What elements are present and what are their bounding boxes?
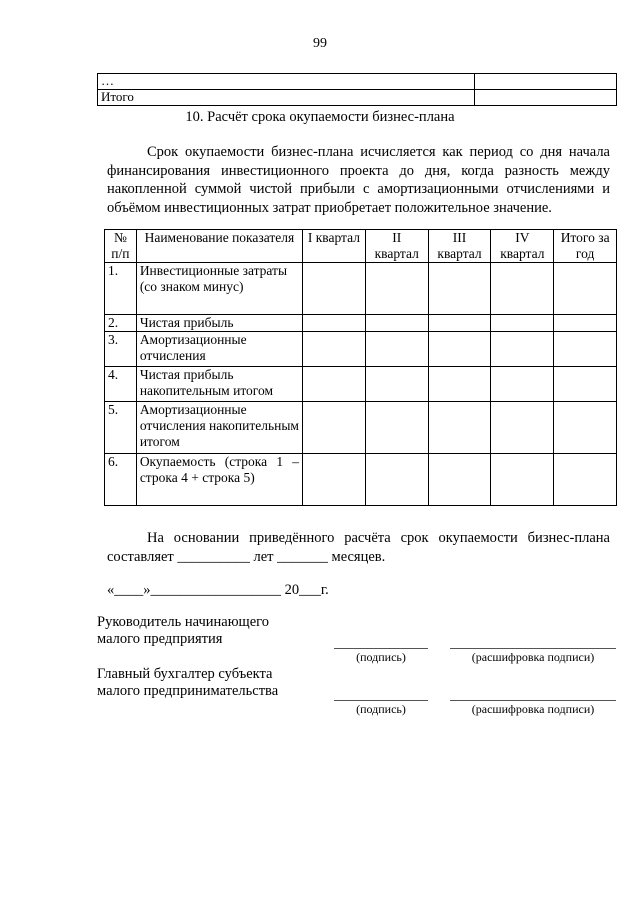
header-name: Наименование показателя: [136, 230, 302, 263]
table-cell: [303, 332, 366, 367]
table-cell: [365, 263, 428, 315]
table-cell: [428, 454, 491, 506]
table-cell: [554, 332, 617, 367]
row-name: Амортизационные отчисления накопительным итогом: [136, 402, 302, 454]
header-num: № п/п: [105, 230, 137, 263]
intro-paragraph: Срок окупаемости бизнес-плана исчисляется как период со дня начала финансирования инвестиционного проекта до дня, когда разность между накопленной суммой чистой прибыли с амортизационными отчислениями и объёмом инвестиционных затрат приобретает положительное значение.: [107, 144, 610, 216]
table-cell: [554, 402, 617, 454]
row-num: 3.: [105, 332, 137, 367]
table-row: [98, 90, 617, 106]
previous-table-fragment: [97, 73, 617, 106]
table-cell: …: [98, 74, 475, 90]
table-cell: [491, 367, 554, 402]
decode-line: [450, 648, 616, 649]
row-num: 1.: [105, 263, 137, 315]
payback-table: [104, 229, 617, 506]
table-cell: [554, 367, 617, 402]
table-cell: [303, 454, 366, 506]
decode-caption: (расшифровка подписи): [471, 702, 595, 716]
signature-caption: (подпись): [356, 650, 406, 664]
row-name: Амортизационные отчисления: [136, 332, 302, 367]
row-num: 5.: [105, 402, 137, 454]
table-cell: [303, 263, 366, 315]
section-title: 10. Расчёт срока окупаемости бизнес-плана: [185, 109, 455, 125]
decode-line: [450, 700, 616, 701]
table-cell: [365, 332, 428, 367]
table-cell: [365, 454, 428, 506]
table-row: [105, 315, 617, 332]
table-row: [105, 367, 617, 402]
table-row: [105, 402, 617, 454]
table-cell: [475, 90, 617, 106]
table-cell: [554, 454, 617, 506]
table-cell: [428, 315, 491, 332]
table-cell: [554, 315, 617, 332]
header-total: Итого за год: [554, 230, 617, 263]
row-num: 2.: [105, 315, 137, 332]
row-name: Чистая прибыль накопительным итогом: [136, 367, 302, 402]
table-cell: [365, 402, 428, 454]
row-num: 6.: [105, 454, 137, 506]
table-cell: Итого: [98, 90, 475, 106]
row-name: Инвестиционные затраты (со знаком минус): [136, 263, 302, 315]
table-cell: [428, 332, 491, 367]
table-row: [105, 454, 617, 506]
table-cell: [428, 367, 491, 402]
table-cell: [365, 367, 428, 402]
table-row: [105, 263, 617, 315]
signature-role-accountant: Главный бухгалтер субъекта малого предпринимательства: [97, 666, 279, 699]
table-cell: [475, 74, 617, 90]
row-name: Окупаемость (строка 1 – строка 4 + строка 5): [136, 454, 302, 506]
table-cell: [491, 263, 554, 315]
signature-role-director: Руководитель начинающего малого предприятия: [97, 614, 269, 647]
table-row: [98, 74, 617, 90]
signature-caption: (подпись): [356, 702, 406, 716]
conclusion-paragraph: На основании приведённого расчёта срок окупаемости бизнес-плана составляет __________ лет _______ месяцев.: [107, 530, 610, 565]
row-num: 4.: [105, 367, 137, 402]
signature-line: [334, 700, 428, 701]
table-cell: [491, 332, 554, 367]
table-cell: [303, 315, 366, 332]
table-cell: [303, 367, 366, 402]
table-cell: [428, 402, 491, 454]
header-q4: IV квартал: [491, 230, 554, 263]
table-cell: [491, 402, 554, 454]
date-line: «____»__________________ 20___г.: [107, 582, 329, 598]
table-cell: [554, 263, 617, 315]
signature-line: [334, 648, 428, 649]
table-header-row: [105, 230, 617, 263]
table-cell: [428, 263, 491, 315]
page-number: 99: [313, 36, 327, 51]
table-cell: [303, 402, 366, 454]
table-cell: [365, 315, 428, 332]
table-cell: [491, 454, 554, 506]
table-cell: [491, 315, 554, 332]
header-q2: II квартал: [365, 230, 428, 263]
header-q1: I квартал: [303, 230, 366, 263]
header-q3: III квартал: [428, 230, 491, 263]
decode-caption: (расшифровка подписи): [471, 650, 595, 664]
row-name: Чистая прибыль: [136, 315, 302, 332]
table-row: [105, 332, 617, 367]
